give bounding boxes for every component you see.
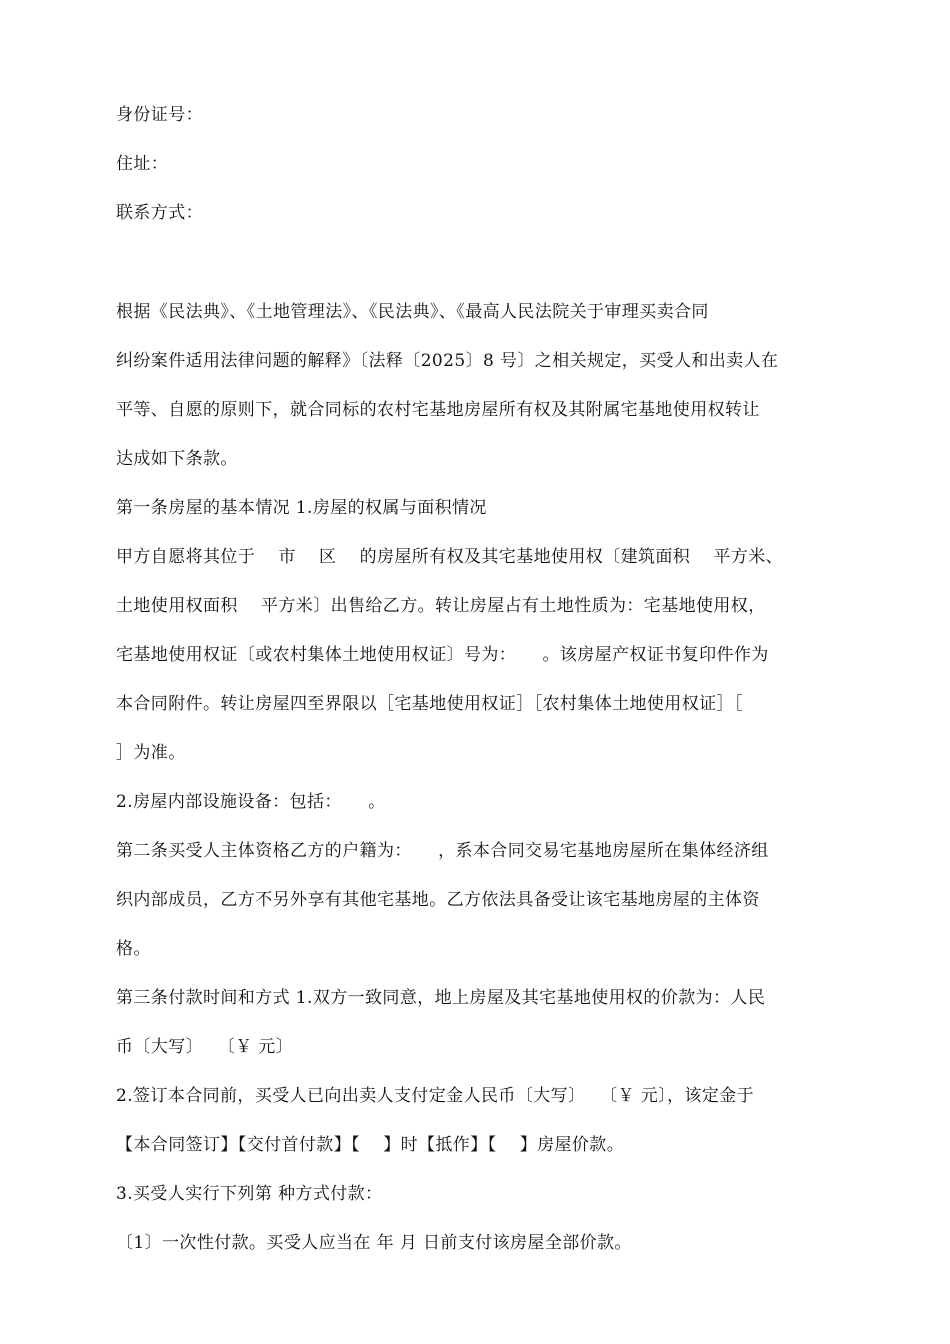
intro-line: 平等、自愿的原则下，就合同标的农村宅基地房屋所有权及其附属宅基地使用权转让 [116,400,760,420]
intro-line: 纠纷案件适用法律问题的解释》〔法释〔2025〕8 号〕之相关规定，买受人和出卖人在 [116,351,779,371]
article1-paragraph-line: ］为准。 [116,743,186,763]
article1-paragraph-line: 甲方自愿将其位于 市 区 的房屋所有权及其宅基地使用权〔建筑面积 平方米、 [116,547,784,567]
article3-item3: 3.买受人实行下列第 种方式付款： [116,1184,383,1204]
article3-item2-line: 2.签订本合同前，买受人已向出卖人支付定金人民币〔大写〕 〔￥ 元〕，该定金于 [116,1086,755,1106]
article2-line: 织内部成员，乙方不另外享有其他宅基地。乙方依法具备受让该宅基地房屋的主体资 [116,890,760,910]
intro-line: 达成如下条款。 [116,449,238,469]
id-number-field: 身份证号： [116,105,203,125]
article1-item2: 2.房屋内部设施设备：包括： 。 [116,792,386,812]
intro-line: 根据《民法典》、《土地管理法》、《民法典》、《最高人民法院关于审理买卖合同 [116,302,709,322]
article3-option1: 〔1〕一次性付款。买受人应当在 年 月 日前支付该房屋全部价款。 [116,1233,632,1253]
address-field: 住址： [116,154,169,174]
article1-heading: 第一条房屋的基本情况 1.房屋的权属与面积情况 [116,498,487,518]
article3-line: 币〔大写〕 〔￥ 元〕 [116,1037,294,1057]
article1-paragraph-line: 本合同附件。转让房屋四至界限以［宅基地使用权证］［农村集体土地使用权证］［ [116,694,743,714]
contact-field: 联系方式： [116,203,203,223]
article1-paragraph-line: 土地使用权面积 平方米〕出售给乙方。转让房屋占有土地性质为：宅基地使用权， [116,596,766,616]
article2-line: 第二条买受人主体资格乙方的户籍为： ，系本合同交易宅基地房屋所在集体经济组 [116,841,769,861]
article3-item2-line: 【本合同签订】【交付首付款】【 】时【抵作】【 】房屋价款。 [116,1135,625,1155]
article2-line: 格。 [116,939,151,959]
article3-line: 第三条付款时间和方式 1.双方一致同意，地上房屋及其宅基地使用权的价款为：人民 [116,988,766,1008]
article1-paragraph-line: 宅基地使用权证〔或农村集体土地使用权证〕号为： 。该房屋产权证书复印件作为 [116,645,769,665]
